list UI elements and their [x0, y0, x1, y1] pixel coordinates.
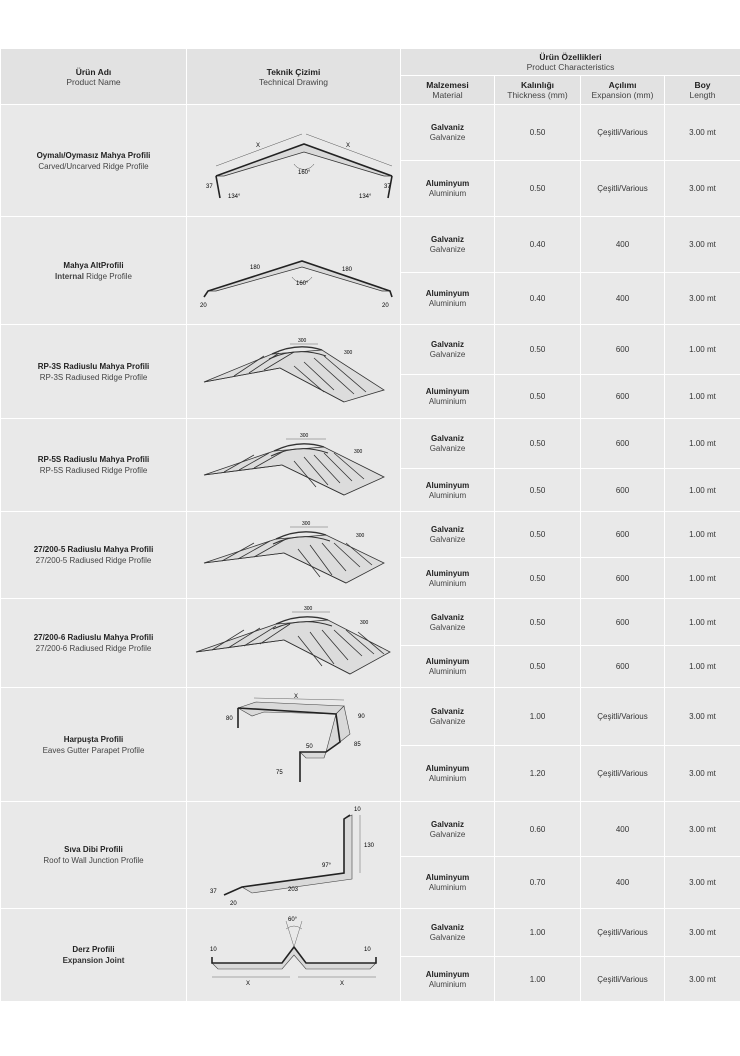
thickness-cell: 0.50	[495, 375, 581, 419]
product-table	[0, 48, 740, 1002]
length-cell: 3.00 mt	[665, 273, 740, 325]
expansion-cell: Çeşitli/Various	[581, 909, 665, 957]
length-cell: 3.00 mt	[665, 857, 740, 909]
svg-text:300: 300	[297, 337, 306, 344]
length-cell: 1.00 mt	[665, 419, 740, 469]
thickness-cell: 0.50	[495, 105, 581, 161]
svg-text:160°: 160°	[297, 169, 310, 176]
header-length: Boy Length	[665, 76, 740, 105]
product-name-cell: Oymalı/Oymasız Mahya Profili Carved/Uncarved Ridge Profile	[1, 105, 187, 217]
svg-text:75: 75	[275, 769, 283, 776]
svg-text:60°: 60°	[287, 917, 297, 923]
svg-text:300: 300	[343, 349, 352, 356]
thickness-cell: 1.00	[495, 909, 581, 957]
svg-text:300: 300	[299, 433, 308, 439]
drawing-27-200-6-ridge	[187, 599, 401, 688]
material-cell: Galvaniz Galvanize	[401, 909, 495, 957]
material-cell: Galvaniz Galvanize	[401, 325, 495, 375]
table-row	[1, 909, 740, 957]
material-cell: Galvaniz Galvanize	[401, 512, 495, 558]
length-cell: 3.00 mt	[665, 105, 740, 161]
svg-text:85: 85	[353, 741, 361, 748]
thickness-cell: 0.50	[495, 469, 581, 512]
product-name-cell: Derz Profili Expansion Joint	[1, 909, 187, 1002]
thickness-cell: 0.40	[495, 217, 581, 273]
svg-text:300: 300	[353, 449, 362, 455]
product-name-cell: RP-3S Radiuslu Mahya Profili RP-3S Radiused Ridge Profile	[1, 325, 187, 419]
expansion-cell: 600	[581, 558, 665, 599]
length-cell: 1.00 mt	[665, 558, 740, 599]
svg-text:10: 10	[363, 947, 371, 953]
length-cell: 3.00 mt	[665, 957, 740, 1002]
expansion-cell: 600	[581, 599, 665, 646]
thickness-cell: 1.20	[495, 746, 581, 802]
svg-text:37: 37	[205, 183, 213, 190]
svg-text:300: 300	[301, 521, 310, 527]
length-cell: 1.00 mt	[665, 469, 740, 512]
expansion-cell: 600	[581, 469, 665, 512]
expansion-cell: 400	[581, 217, 665, 273]
svg-text:X: X	[293, 693, 298, 700]
svg-text:90: 90	[357, 713, 365, 720]
length-cell: 3.00 mt	[665, 161, 740, 217]
expansion-cell: Çeşitli/Various	[581, 161, 665, 217]
material-cell: Aluminyum Aluminium	[401, 469, 495, 512]
expansion-cell: 600	[581, 646, 665, 688]
svg-text:X: X	[245, 981, 250, 987]
length-cell: 3.00 mt	[665, 688, 740, 746]
table-row	[1, 325, 740, 375]
length-cell: 3.00 mt	[665, 909, 740, 957]
length-cell: 1.00 mt	[665, 375, 740, 419]
material-cell: Aluminyum Aluminium	[401, 273, 495, 325]
svg-text:134°: 134°	[227, 193, 240, 200]
svg-text:10: 10	[209, 947, 217, 953]
product-name-cell: Sıva Dibi Profili Roof to Wall Junction Profile	[1, 802, 187, 909]
svg-text:203: 203	[287, 887, 298, 893]
header-technical-drawing: Teknik Çizimi Technical Drawing	[187, 49, 401, 105]
svg-text:20: 20	[229, 901, 237, 907]
header-characteristics: Ürün Özellikleri Product Characteristics	[401, 49, 740, 76]
material-cell: Aluminyum Aluminium	[401, 957, 495, 1002]
thickness-cell: 0.50	[495, 512, 581, 558]
svg-text:X: X	[339, 981, 344, 987]
thickness-cell: 0.50	[495, 419, 581, 469]
header-thickness: Kalınlığı Thickness (mm)	[495, 76, 581, 105]
length-cell: 1.00 mt	[665, 325, 740, 375]
length-cell: 1.00 mt	[665, 512, 740, 558]
material-cell: Aluminyum Aluminium	[401, 746, 495, 802]
expansion-cell: 400	[581, 273, 665, 325]
thickness-cell: 0.50	[495, 558, 581, 599]
material-cell: Aluminyum Aluminium	[401, 646, 495, 688]
thickness-cell: 0.50	[495, 599, 581, 646]
svg-text:300: 300	[303, 606, 312, 612]
drawing-roof-wall-junction	[187, 802, 401, 909]
drawing-expansion-joint	[187, 909, 401, 1002]
svg-text:X: X	[345, 142, 350, 149]
svg-text:160°: 160°	[295, 280, 308, 287]
svg-text:300: 300	[359, 620, 368, 626]
drawing-eaves-gutter	[187, 688, 401, 802]
drawing-27-200-5-ridge	[187, 512, 401, 599]
material-cell: Galvaniz Galvanize	[401, 105, 495, 161]
table-row	[1, 217, 740, 273]
table-row	[1, 512, 740, 558]
thickness-cell: 0.50	[495, 646, 581, 688]
expansion-cell: Çeşitli/Various	[581, 746, 665, 802]
thickness-cell: 0.50	[495, 161, 581, 217]
length-cell: 3.00 mt	[665, 746, 740, 802]
table-row	[1, 105, 740, 161]
svg-text:10: 10	[353, 807, 361, 813]
thickness-cell: 1.00	[495, 688, 581, 746]
expansion-cell: 600	[581, 375, 665, 419]
expansion-cell: 600	[581, 419, 665, 469]
svg-text:37: 37	[209, 889, 217, 895]
thickness-cell: 1.00	[495, 957, 581, 1002]
drawing-rp3s-ridge	[187, 325, 401, 419]
thickness-cell: 0.70	[495, 857, 581, 909]
length-cell: 1.00 mt	[665, 646, 740, 688]
material-cell: Galvaniz Galvanize	[401, 419, 495, 469]
svg-text:20: 20	[381, 302, 389, 309]
svg-text:50: 50	[305, 743, 313, 750]
thickness-cell: 0.40	[495, 273, 581, 325]
svg-text:300: 300	[355, 533, 364, 539]
material-cell: Aluminyum Aluminium	[401, 857, 495, 909]
table-row	[1, 802, 740, 857]
expansion-cell: 600	[581, 512, 665, 558]
expansion-cell: Çeşitli/Various	[581, 105, 665, 161]
material-cell: Aluminyum Aluminium	[401, 161, 495, 217]
table-row	[1, 419, 740, 469]
drawing-internal-ridge	[187, 217, 401, 325]
svg-text:80: 80	[225, 715, 233, 722]
drawing-rp5s-ridge	[187, 419, 401, 512]
product-name-cell: Mahya AltProfili Internal Ridge Profile	[1, 217, 187, 325]
svg-text:180: 180	[249, 264, 260, 271]
svg-text:134°: 134°	[358, 193, 371, 200]
product-name-cell: 27/200-6 Radiuslu Mahya Profili 27/200-6 Radiused Ridge Profile	[1, 599, 187, 688]
length-cell: 1.00 mt	[665, 599, 740, 646]
header-product-name: Ürün Adı Product Name	[1, 49, 187, 105]
svg-text:180: 180	[341, 266, 352, 273]
expansion-cell: 400	[581, 802, 665, 857]
material-cell: Aluminyum Aluminium	[401, 558, 495, 599]
product-name-cell: RP-5S Radiuslu Mahya Profili RP-5S Radiused Ridge Profile	[1, 419, 187, 512]
material-cell: Aluminyum Aluminium	[401, 375, 495, 419]
length-cell: 3.00 mt	[665, 217, 740, 273]
expansion-cell: Çeşitli/Various	[581, 957, 665, 1002]
thickness-cell: 0.60	[495, 802, 581, 857]
expansion-cell: 600	[581, 325, 665, 375]
product-name-cell: 27/200-5 Radiuslu Mahya Profili 27/200-5 Radiused Ridge Profile	[1, 512, 187, 599]
expansion-cell: 400	[581, 857, 665, 909]
expansion-cell: Çeşitli/Various	[581, 688, 665, 746]
svg-text:X: X	[255, 142, 260, 149]
length-cell: 3.00 mt	[665, 802, 740, 857]
material-cell: Galvaniz Galvanize	[401, 217, 495, 273]
material-cell: Galvaniz Galvanize	[401, 599, 495, 646]
product-name-cell: Harpuşta Profili Eaves Gutter Parapet Profile	[1, 688, 187, 802]
svg-text:97°: 97°	[321, 863, 331, 869]
svg-text:130: 130	[363, 843, 374, 849]
drawing-carved-ridge	[187, 105, 401, 217]
table-row	[1, 599, 740, 646]
header-material: Malzemesi Material	[401, 76, 495, 105]
header-expansion: Açılımı Expansion (mm)	[581, 76, 665, 105]
material-cell: Galvaniz Galvanize	[401, 802, 495, 857]
svg-text:37: 37	[383, 183, 391, 190]
material-cell: Galvaniz Galvanize	[401, 688, 495, 746]
thickness-cell: 0.50	[495, 325, 581, 375]
svg-text:20: 20	[199, 302, 207, 309]
table-row	[1, 688, 740, 746]
